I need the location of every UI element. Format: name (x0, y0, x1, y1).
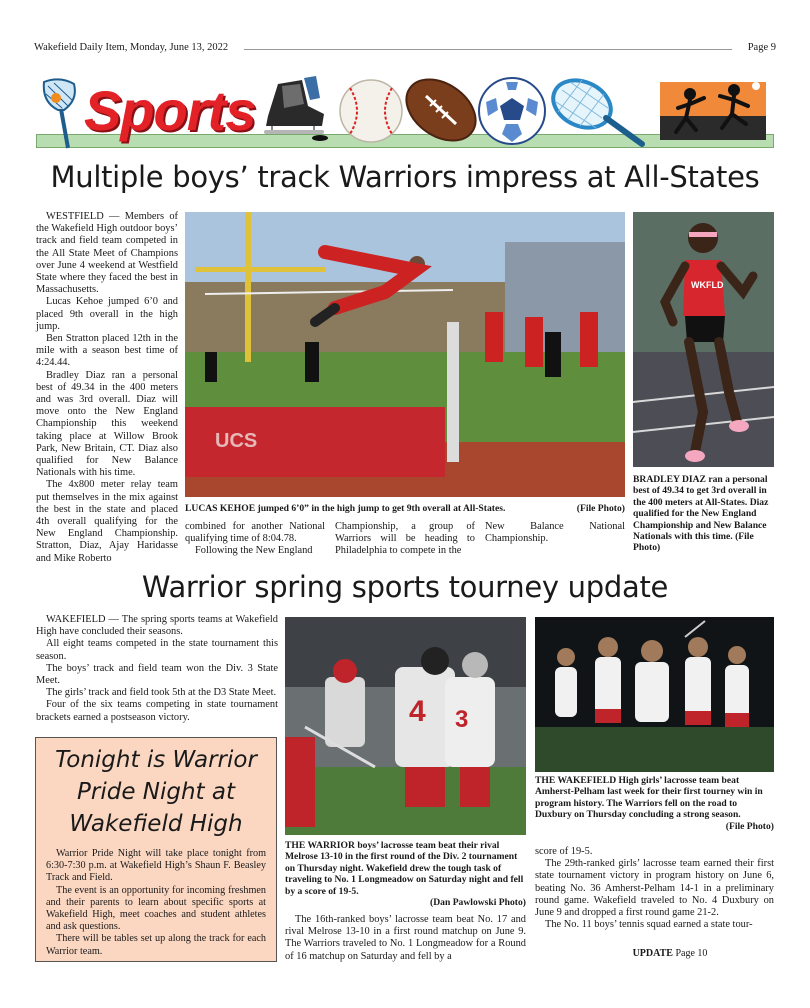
runner-photo-image (633, 212, 774, 467)
story2-paragraph: The 16th-ranked boys’ lacrosse team beat No. 17 and rival Melrose 13-10 in a first round matchup on June 9. The Warriors traveled to No. 1 Longmeadow for a Round of 16 matchup on Saturday and fell by a (285, 914, 526, 962)
story2-paragraph: The boys’ track and field team won the Div. 3 State Meet. (36, 662, 278, 687)
boys-lacrosse-caption (285, 840, 526, 908)
story2-headline: Warrior spring sports tourney update (141, 570, 669, 604)
story2-paragraph: The 29th-ranked girls’ lacrosse team earned their first state tournament victory in program history on June 6, beating No. 36 Amherst-Pelham 14-1 in a preliminary round game. Wakefield traveled to No. 4 Duxbury on June 9 and dropped a first round game 21-2. (535, 858, 774, 919)
story2-paragraph: All eight teams competed in the state tournament this season. (36, 638, 278, 662)
pride-night-sidebar (35, 737, 277, 962)
continued-jump-line[interactable] (600, 948, 740, 959)
high-jump-photo-image (185, 212, 625, 497)
masthead-rule (244, 49, 732, 50)
story2-column-3 (535, 846, 774, 931)
girls-lacrosse-credit: (File Photo) (725, 820, 774, 832)
jump-page: Page 10 (675, 948, 708, 959)
svg-text:3: 3 (455, 706, 469, 733)
high-jump-caption-text: LUCAS KEHOE jumped 6’0” in the high jump to get 9th overall at All-States. (185, 503, 506, 514)
high-jump-caption (185, 503, 625, 514)
page-number: Page 9 (747, 42, 776, 53)
sports-banner (36, 72, 774, 152)
story1-headline: Multiple boys’ track Warriors impress at All-States (50, 160, 760, 194)
story2-paragraph: Four of the six teams competing in state tournament brackets earned a postseason victory. (36, 699, 278, 723)
girls-lacrosse-photo (535, 617, 774, 772)
story2-column-2 (285, 914, 526, 963)
boys-lacrosse-photo (285, 617, 526, 835)
runner-photo (633, 212, 774, 467)
svg-text:UCS: UCS (215, 430, 258, 452)
svg-text:WKFLD: WKFLD (691, 280, 724, 290)
story1-paragraph: WESTFIELD — Members of the Wakefield High outdoor boys’ track and field team competed in the All State Meet of Champions over June 4 weekend at Westfield State where they faced the best in Massachusetts. (36, 211, 178, 296)
athletes-collage-icon (660, 76, 766, 146)
high-jump-credit: (File Photo) (576, 503, 625, 514)
girls-lacrosse-caption (535, 775, 774, 832)
story1-column-2 (185, 521, 325, 558)
masthead (34, 42, 776, 56)
boys-lacrosse-photo-image (285, 617, 526, 835)
boys-lacrosse-caption-text: THE WARRIOR boys’ lacrosse team beat their rival Melrose 13-10 in the first round of the Div. 2 tournament on Thursday night. Wakefield drew the tough task of traveling to No. 1 Longmeadow on Saturday night and fell by a score of 19-5. (285, 840, 524, 897)
paper-date: Wakefield Daily Item, Monday, June 13, 2022 (34, 42, 229, 53)
story1-paragraph: The 4x800 meter relay team put themselves in the mix against the best in the state and placed 4th overall qualifying for the New England Championship. Stratton, Diaz, Ajay Haridasse and Mike Roberto (36, 479, 178, 564)
baseball-icon (338, 78, 404, 144)
story2-paragraph: The girls’ track and field took 5th at the D3 State Meet. (46, 687, 277, 699)
story1-paragraph: Lucas Kehoe jumped 6’0 and placed 9th overall in the high jump. (36, 296, 178, 332)
girls-lacrosse-photo-image (535, 617, 774, 772)
girls-lacrosse-caption-text: THE WAKEFIELD High girls’ lacrosse team beat Amherst-Pelham last week for their first tourney win in program history. The Warriors fell on the road to Duxbury on Thursday concluding a strong season. (535, 775, 763, 821)
story2-paragraph: score of 19-5. (535, 846, 593, 857)
story1-paragraph: Ben Stratton placed 12th in the mile with a season best time of 4:24.44. (36, 333, 178, 369)
story1-column-3 (335, 521, 475, 558)
sidebar-paragraph: The event is an opportunity for incoming freshmen and their parents to learn about specific sports at Wakefield High, meet coaches and student athletes and ask questions. (46, 884, 266, 933)
tennis-racket-icon (548, 76, 648, 150)
high-jump-photo (185, 212, 625, 497)
section-title: Sports (84, 79, 256, 142)
svg-text:4: 4 (409, 695, 426, 728)
jump-word: UPDATE (632, 948, 673, 959)
story1-column-1 (36, 211, 178, 565)
story2-paragraph: The No. 11 boys’ tennis squad earned a state tour- (545, 919, 753, 931)
runner-caption: BRADLEY DIAZ ran a personal best of 49.34 to get 3rd overall in the 400 meters at All-States. Diaz qualified for the New England Championship and New Balance Nationals with this time. (File Photo) (633, 474, 769, 554)
story2-column-1 (36, 614, 278, 724)
story2-paragraph: WAKEFIELD — The spring sports teams at Wakefield High have concluded their seasons. (36, 614, 278, 638)
story1-paragraph: Following the New England (195, 545, 313, 557)
story1-paragraph: combined for another National qualifying time of 8:04.78. (185, 521, 325, 545)
sidebar-title: Tonight is Warrior Pride Night at Wakefield High (55, 747, 257, 837)
story1-column-4 (485, 521, 625, 545)
football-icon (400, 72, 482, 148)
sidebar-paragraph: Warrior Pride Night will take place tonight from 6:30-7:30 p.m. at Wakefield High’s Shaun F. Beasley Track and Field. (46, 848, 266, 884)
story1-paragraph: Bradley Diaz ran a personal best of 49.34 in the 400 meters and was 3rd overall. Diaz will move onto the New England Championship this weekend taking place at Willow Brook Park, New Britain, CT. Diaz also qualified for New Balance Nationals with his time. (36, 369, 178, 479)
sidebar-paragraph: There will be tables set up along the track for each Warrior team. (46, 933, 266, 957)
soccer-ball-icon (476, 76, 548, 146)
hockey-skate-icon (258, 76, 330, 142)
lacrosse-stick-icon (38, 78, 82, 150)
story1-paragraph: Championship, a group of Warriors will be heading to Philadelphia to compete in the (335, 521, 475, 557)
boys-lacrosse-credit: (Dan Pawlowski Photo) (430, 897, 526, 909)
story1-paragraph: New Balance National Championship. (485, 521, 625, 545)
